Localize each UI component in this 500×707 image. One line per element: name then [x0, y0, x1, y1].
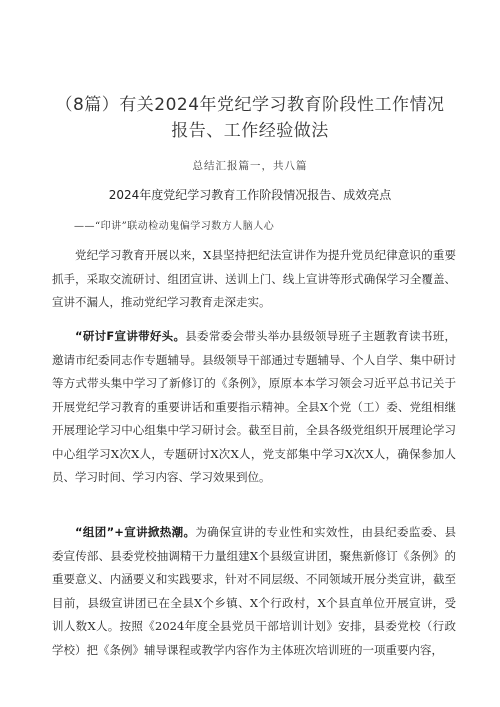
title-line-2: 报告、工作经验做法	[171, 121, 329, 141]
paragraph-lead: “组团”+宣讲掀热潮。	[75, 525, 196, 539]
paragraph-intro	[52, 244, 456, 315]
document-title	[40, 92, 460, 144]
paragraph-text: 为确保宣讲的专业性和实效性，由县纪委监委、县委宣传部、县委党校抽调精干力量组建X个县级宣讲团，聚焦新修订《条例》的重要意义、内涵要义和实践要求，针对不同层级、不同领域开展分类宣讲，截至目前，县级宣讲团已在全县X个乡镇、X个行政村，X个县直单位开展宣讲，受训人数X人。按照《2024年度全县党员干部培训计划》安排，县委党校（行政学校）把《条例》辅导课程或教学内容作为主体班次培训班的一项重要内容，	[52, 525, 456, 657]
paragraph-text: 党纪学习教育开展以来，X县坚持把纪法宣讲作为提升党员纪律意识的重要抓手，采取交流研讨、组团宣讲、送训上门、线上宣讲等形式确保学习全覆盖、宣讲不漏人，推动党纪学习教育走深走实。	[52, 248, 456, 309]
paragraph-group-lecture	[52, 521, 456, 662]
paragraph-text: 县委常委会带头举办县级领导班子主题教育读书班，邀请市纪委同志作专题辅导。县级领导干部通过专题辅导、个人自学、集中研讨等方式带头集中学习了新修订的《条例》，原原本本学习领会习近平总书记关于开展党纪学习教育的重要讲话和重要指示精神。全县X个党（工）委、党组相继开展理论学习中心组集中学习研讨会。截至目前，全县各级党组织开展理论学习中心组学习X次X人，专题研讨X次X人，党支部集中学习X次X人，确保参加人员、学习时间、学习内容、学习效果到位。	[52, 329, 456, 484]
section-title: 2024年度党纪学习教育工作阶段情况报告、成效亮点	[108, 188, 392, 202]
paragraph-study	[52, 325, 456, 490]
sub-heading: 总结汇报篇一，共八篇	[192, 160, 308, 172]
paragraph-lead: “研讨F宣讲带好头。	[75, 329, 186, 343]
byline: ——“印讲”联动检动鬼偏学习数方人脑人心	[74, 221, 275, 232]
title-line-1: （8篇）有关2024年党纪学习教育阶段性工作情况	[55, 95, 445, 115]
